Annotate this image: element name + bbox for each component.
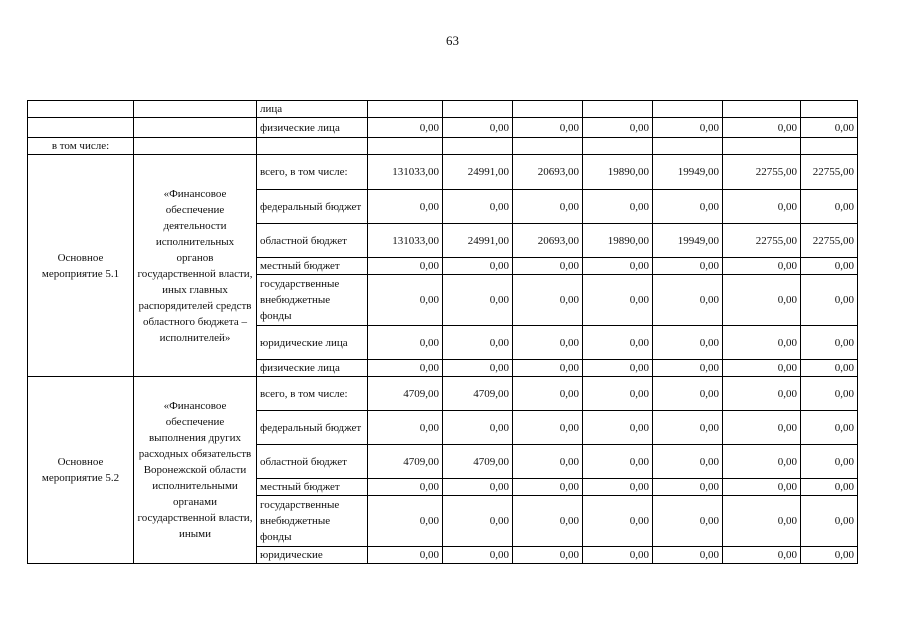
empty-cell [134,118,257,138]
source-label: всего, в том числе: [257,155,368,190]
value-cell-2020 [368,101,443,118]
value-cell-2020: 0,00 [368,496,443,547]
value-cell-2023: 0,00 [583,411,653,445]
value-cell-2024: 19949,00 [653,155,723,190]
value-cell-2020: 0,00 [368,118,443,138]
source-label: юридические [257,547,368,564]
value-cell-2023: 19890,00 [583,224,653,258]
value-cell-2023: 19890,00 [583,155,653,190]
activity-description: «Финансовое обеспечение выполнения других расходных обязательств Воронежской области исполнительными органами государственной власти, иными [134,377,257,564]
source-label: всего, в том числе: [257,377,368,411]
value-cell-2023 [583,101,653,118]
value-cell-2025: 0,00 [723,258,801,275]
empty-cell [653,138,723,155]
value-cell-2026: 0,00 [801,190,858,224]
value-cell-2024: 0,00 [653,118,723,138]
value-cell-2020: 0,00 [368,326,443,360]
activity-description: «Финансовое обеспечение деятельности исполнительных органов государственной власти, иных главных распорядителей средств областного бюджета – исполнителей» [134,155,257,377]
source-label: областной бюджет [257,445,368,479]
value-cell-2022: 0,00 [513,118,583,138]
value-cell-2023: 0,00 [583,496,653,547]
value-cell-2024: 19949,00 [653,224,723,258]
activity-name: Основное мероприятие 5.1 [28,155,134,377]
budget-table [27,100,858,564]
value-cell-2020: 0,00 [368,479,443,496]
value-cell-2022: 20693,00 [513,224,583,258]
source-label: местный бюджет [257,258,368,275]
empty-cell [257,138,368,155]
empty-cell [583,138,653,155]
value-cell-2022: 0,00 [513,547,583,564]
value-cell-2021: 0,00 [443,275,513,326]
value-cell-2023: 0,00 [583,547,653,564]
value-cell-2020: 4709,00 [368,377,443,411]
value-cell-2021: 0,00 [443,411,513,445]
page-number: 63 [446,33,459,48]
value-cell-2021: 0,00 [443,326,513,360]
source-label: федеральный бюджет [257,411,368,445]
value-cell-2024: 0,00 [653,377,723,411]
value-cell-2022 [513,101,583,118]
value-cell-2026: 0,00 [801,547,858,564]
value-cell-2024: 0,00 [653,360,723,377]
value-cell-2022: 0,00 [513,496,583,547]
value-cell-2023: 0,00 [583,258,653,275]
empty-cell [134,101,257,118]
empty-cell [513,138,583,155]
value-cell-2022: 0,00 [513,377,583,411]
value-cell-2021: 4709,00 [443,377,513,411]
source-label: физические лица [257,118,368,138]
value-cell-2022: 0,00 [513,190,583,224]
value-cell-2020: 0,00 [368,275,443,326]
source-label: федеральный бюджет [257,190,368,224]
value-cell-2025: 0,00 [723,445,801,479]
value-cell-2022: 0,00 [513,479,583,496]
value-cell-2026: 0,00 [801,360,858,377]
value-cell-2022: 0,00 [513,275,583,326]
value-cell-2026: 0,00 [801,411,858,445]
value-cell-2021 [443,101,513,118]
value-cell-2024: 0,00 [653,479,723,496]
value-cell-2021: 4709,00 [443,445,513,479]
value-cell-2025: 0,00 [723,377,801,411]
value-cell-2025: 0,00 [723,275,801,326]
value-cell-2025: 0,00 [723,118,801,138]
value-cell-2026: 0,00 [801,258,858,275]
value-cell-2025: 0,00 [723,547,801,564]
value-cell-2021: 0,00 [443,479,513,496]
value-cell-2024: 0,00 [653,445,723,479]
value-cell-2026: 0,00 [801,496,858,547]
value-cell-2024: 0,00 [653,275,723,326]
value-cell-2026: 0,00 [801,118,858,138]
empty-cell [443,138,513,155]
value-cell-2021: 0,00 [443,547,513,564]
empty-cell [368,138,443,155]
value-cell-2022: 0,00 [513,445,583,479]
source-label: областной бюджет [257,224,368,258]
value-cell-2025: 0,00 [723,479,801,496]
table-row [28,138,858,155]
value-cell-2022: 0,00 [513,411,583,445]
value-cell-2026: 0,00 [801,377,858,411]
value-cell-2026: 0,00 [801,479,858,496]
value-cell-2025 [723,101,801,118]
value-cell-2025: 0,00 [723,496,801,547]
value-cell-2023: 0,00 [583,445,653,479]
value-cell-2025: 22755,00 [723,224,801,258]
value-cell-2024: 0,00 [653,326,723,360]
value-cell-2025: 0,00 [723,360,801,377]
value-cell-2021: 0,00 [443,118,513,138]
value-cell-2026 [801,101,858,118]
value-cell-2022: 0,00 [513,258,583,275]
value-cell-2020: 4709,00 [368,445,443,479]
value-cell-2022: 20693,00 [513,155,583,190]
value-cell-2022: 0,00 [513,360,583,377]
value-cell-2025: 0,00 [723,326,801,360]
value-cell-2020: 131033,00 [368,155,443,190]
table-row [28,155,858,190]
value-cell-2021: 0,00 [443,190,513,224]
value-cell-2020: 0,00 [368,190,443,224]
value-cell-2023: 0,00 [583,377,653,411]
source-label: физические лица [257,360,368,377]
value-cell-2026: 22755,00 [801,155,858,190]
source-label: юридические лица [257,326,368,360]
source-label: местный бюджет [257,479,368,496]
value-cell-2022: 0,00 [513,326,583,360]
value-cell-2025: 0,00 [723,411,801,445]
value-cell-2020: 0,00 [368,411,443,445]
value-cell-2021: 0,00 [443,360,513,377]
value-cell-2026: 0,00 [801,445,858,479]
value-cell-2024: 0,00 [653,258,723,275]
value-cell-2023: 0,00 [583,118,653,138]
empty-cell [28,101,134,118]
value-cell-2020: 0,00 [368,258,443,275]
value-cell-2021: 0,00 [443,496,513,547]
empty-cell [28,118,134,138]
value-cell-2020: 0,00 [368,547,443,564]
value-cell-2021: 24991,00 [443,224,513,258]
value-cell-2024: 0,00 [653,411,723,445]
table-row [28,377,858,411]
source-label: лица [257,101,368,118]
value-cell-2026: 0,00 [801,275,858,326]
source-label: государственные внебюджетные фонды [257,496,368,547]
value-cell-2023: 0,00 [583,479,653,496]
value-cell-2023: 0,00 [583,360,653,377]
empty-cell [134,138,257,155]
value-cell-2024: 0,00 [653,496,723,547]
value-cell-2020: 131033,00 [368,224,443,258]
value-cell-2020: 0,00 [368,360,443,377]
value-cell-2021: 24991,00 [443,155,513,190]
table-row [28,101,858,118]
value-cell-2023: 0,00 [583,275,653,326]
activity-name: Основное мероприятие 5.2 [28,377,134,564]
empty-cell [723,138,801,155]
value-cell-2026: 22755,00 [801,224,858,258]
value-cell-2024: 0,00 [653,190,723,224]
value-cell-2025: 22755,00 [723,155,801,190]
value-cell-2024 [653,101,723,118]
value-cell-2023: 0,00 [583,190,653,224]
value-cell-2025: 0,00 [723,190,801,224]
value-cell-2023: 0,00 [583,326,653,360]
value-cell-2026: 0,00 [801,326,858,360]
intro-label: в том числе: [28,138,134,155]
source-label: государственные внебюджетные фонды [257,275,368,326]
table-row [28,118,858,138]
empty-cell [801,138,858,155]
value-cell-2021: 0,00 [443,258,513,275]
value-cell-2024: 0,00 [653,547,723,564]
